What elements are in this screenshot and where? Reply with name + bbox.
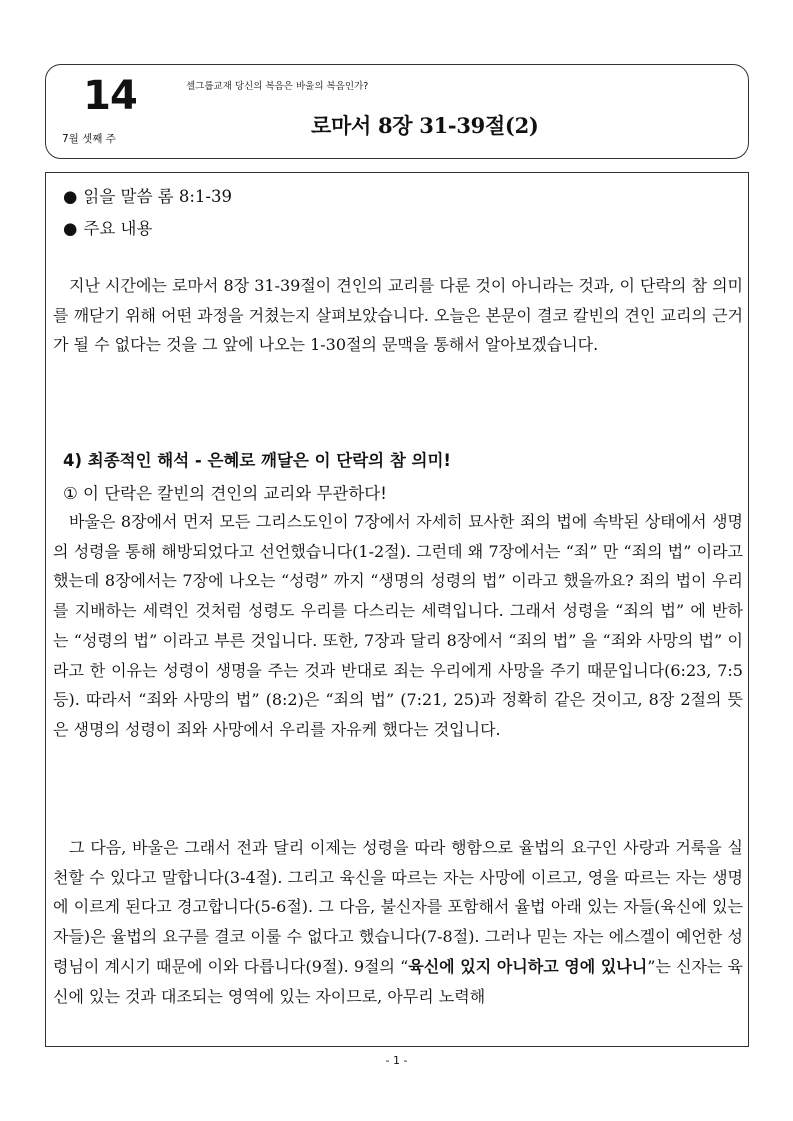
subheading: ① 이 단락은 칼빈의 견인의 교리와 무관하다! [63, 484, 387, 503]
intro-paragraph: 지난 시간에는 로마서 8장 31-39절이 견인의 교리를 다룬 것이 아니라는 것과, 이 단락의 참 의미를 깨닫기 위해 어떤 과정을 거쳤는지 살펴보았습니다. 오늘은 본문이 결코 칼빈의 견인 교리의 근거가 될 수 없다는 것을 그 앞에 나오는 1-30절의 문맥을 통해서 알아보겠습니다. [53, 276, 743, 355]
reading-label: 읽을 말씀 [83, 187, 153, 206]
lesson-number: 14 [83, 73, 137, 119]
bullet-icon: ● [63, 219, 78, 238]
content-box [45, 172, 749, 1047]
paragraph-2-start: 그 다음, 바울은 그래서 전과 달리 이제는 성령을 따라 행함으로 율법의 요구인 사랑과 거룩을 실천할 수 있다고 말합니다(3-4절). 그리고 육신을 따르는 자는 사망에 이르고, 영을 따르는 자는 생명에 이르게 된다고 경고합니다(5-6절). 그 다음, 불신자를 포함해서 율법 아래 있는 자들(육신에 있는 자들)은 율법의 요구를 결코 이룰 수 없다고 했습니다(7-8절). 그러나 믿는 자는 에스겔이 예언한 성령님이 계시기 때문에 이와 다릅니다(9절). 9절의 “ [53, 838, 743, 976]
section-heading: 4) 최종적인 해석 - 은혜로 깨달은 이 단락의 참 의미! [63, 451, 451, 470]
series-title: 셀그룹교재 당신의 복음은 바울의 복음인가? [186, 81, 369, 92]
bold-quote: 육신에 있지 아니하고 영에 있나니 [408, 956, 648, 976]
page-number: - 1 - [385, 1054, 408, 1067]
body-paragraph-1: 바울은 8장에서 먼저 모든 그리스도인이 7장에서 자세히 묘사한 죄의 법에 속박된 상태에서 생명의 성령을 통해 해방되었다고 선언했습니다(1-2절). 그런데 왜 7장에서는 “죄” 만 “죄의 법” 이라고 했는데 8장에서는 7장에 나오는 “성령” 까지 “생명의 성령의 법” 이라고 했을까요? 죄의 법이 우리를 지배하는 세력인 것처럼 성령도 우리를 다스리는 세력입니다. 그래서 성령을 “죄의 법” 에 반하는 “성령의 법” 이라고 부른 것입니다. 또한, 7장과 달리 8장에서 “죄의 법” 을 “죄와 사망의 법” 이라고 한 이유는 성령이 생명을 주는 것과 반대로 죄는 우리에게 사망을 주기 때문입니다(6:23, 7:5 등). 따라서 “죄와 사망의 법” (8:2)은 “죄의 법” (7:21, 25)과 정확히 같은 것이고, 8장 2절의 뜻은 생명의 성령이 죄와 사망에서 우리를 자유케 했다는 것입니다. [53, 512, 743, 739]
content-line [63, 215, 152, 239]
reading-line [63, 183, 232, 207]
body-paragraph-2 [53, 833, 743, 1011]
bullet-icon: ● [63, 187, 78, 206]
content-label: 주요 내용 [83, 219, 153, 238]
page-title: 로마서 8장 31-39절(2) [311, 113, 539, 138]
lesson-header [45, 64, 749, 159]
paragraph-2-end: ”는 신자는 육신에 있는 것과 대조되는 영역에 있는 자이므로, 아무리 노력해 [53, 956, 743, 1006]
reading-reference: 롬 8:1-39 [152, 187, 232, 206]
week-label: 7월 셋째 주 [62, 133, 116, 145]
